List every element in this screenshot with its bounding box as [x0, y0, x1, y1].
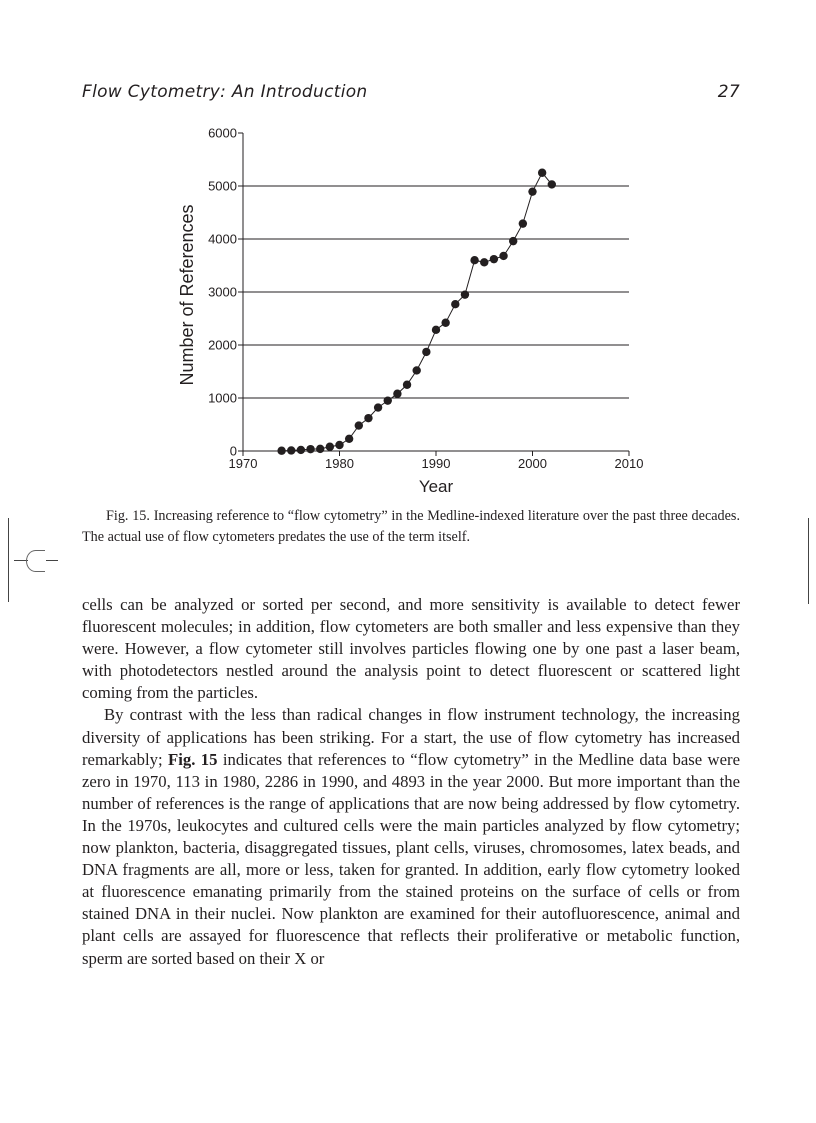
data-point: [306, 445, 314, 453]
data-point: [499, 252, 507, 260]
data-point: [316, 445, 324, 453]
chart-y-axis-label: Number of References: [177, 204, 197, 386]
data-point: [277, 447, 285, 455]
data-point: [509, 237, 517, 245]
data-point: [345, 435, 353, 443]
data-point: [548, 180, 556, 188]
x-tick-label: 1970: [228, 456, 258, 471]
data-point: [374, 403, 382, 411]
data-point: [461, 290, 469, 298]
x-tick-label: 2000: [518, 456, 547, 471]
data-point: [422, 348, 430, 356]
paragraph: cells can be analyzed or sorted per second, and more sensitivity is available to detect fewer fluorescent molecules; in addition, flow cytometers are both smaller and less expensive than they were. However, a flow cytometer still involves particles flowing one by one past a laser beam, with photodetectors nestled around the analysis point to detect fluorescent or scattered light coming from the particles.: [82, 595, 740, 703]
data-point: [432, 326, 440, 334]
x-tick-label: 2010: [614, 456, 644, 471]
y-tick-label: 1000: [208, 390, 237, 406]
data-point: [519, 219, 527, 227]
data-point: [393, 390, 401, 398]
x-tick-label: 1980: [325, 456, 354, 471]
chart-gridlines: [243, 186, 629, 398]
references-chart: [170, 118, 660, 500]
data-point: [335, 441, 343, 449]
crop-mark-left-tick-2: [46, 560, 58, 561]
data-point: [297, 446, 305, 454]
running-head: [82, 82, 740, 106]
series-line: [282, 173, 552, 451]
data-point: [480, 258, 488, 266]
figure-caption-label: Fig. 15.: [106, 508, 150, 524]
data-point: [355, 421, 363, 429]
registration-mark: [26, 550, 45, 572]
crop-mark-right: [808, 518, 809, 604]
y-tick-label: 3000: [208, 284, 237, 300]
data-point: [287, 446, 295, 454]
y-tick-label: 0: [229, 443, 237, 459]
data-point: [451, 300, 459, 308]
data-point: [490, 255, 498, 263]
figure-caption-text: Increasing reference to “flow cytometry” in the Medline-indexed literature over the past three decades. The actual use of flow cytometers predates the use of the term itself.: [82, 508, 741, 545]
y-tick-label: 2000: [208, 337, 237, 353]
figure-caption: [82, 506, 740, 547]
chart-points: [277, 169, 556, 455]
y-tick-label: 5000: [208, 178, 237, 194]
data-point: [470, 256, 478, 264]
page-number: 27: [717, 82, 740, 102]
data-point: [403, 381, 411, 389]
y-tick-label: 6000: [208, 125, 237, 141]
chart-ticks: [208, 126, 643, 472]
chart-x-axis-label: Year: [418, 477, 454, 496]
data-point: [364, 414, 372, 422]
figure-reference: Fig. 15: [168, 749, 218, 769]
x-tick-label: 1990: [421, 456, 451, 471]
body-text: [82, 594, 740, 970]
data-point: [326, 443, 334, 451]
data-point: [413, 366, 421, 374]
data-point: [538, 169, 546, 177]
crop-mark-left: [8, 518, 9, 602]
paragraph: By contrast with the less than radical changes in flow instrument technology, the increasing diversity of applications has been striking. For a start, the use of flow cytometry has increased remarkably; Fig. 15 indicates that references to “flow cytometry” in the Medline data base were zero in 1970, 113 in 1980, 2286 in 1990, and 4893 in the year 2000. But more important than the number of references is the range of applications that are now being addressed by flow cytometry. In the 1970s, leukocytes and cultured cells were the main particles analyzed by flow cytometry; now plankton, bacteria, disaggregated tissues, plant cells, viruses, chromosomes, latex beads, and DNA fragments are all, more or less, taken for granted. In addition, early flow cytometry looked at fluorescence emanating primarily from the stained proteins on the surface of cells or from stained DNA in their nuclei. Now plankton are examined for their autofluorescence, animal and plant cells are assayed for fluorescence that reflects their proliferative or metabolic function, sperm are sorted based on their X or: [82, 705, 740, 968]
chart-series-line: [282, 173, 552, 451]
data-point: [441, 319, 449, 327]
data-point: [528, 187, 536, 195]
data-point: [384, 396, 392, 404]
y-tick-label: 4000: [208, 231, 237, 247]
running-head-title: Flow Cytometry: An Introduction: [82, 82, 368, 102]
